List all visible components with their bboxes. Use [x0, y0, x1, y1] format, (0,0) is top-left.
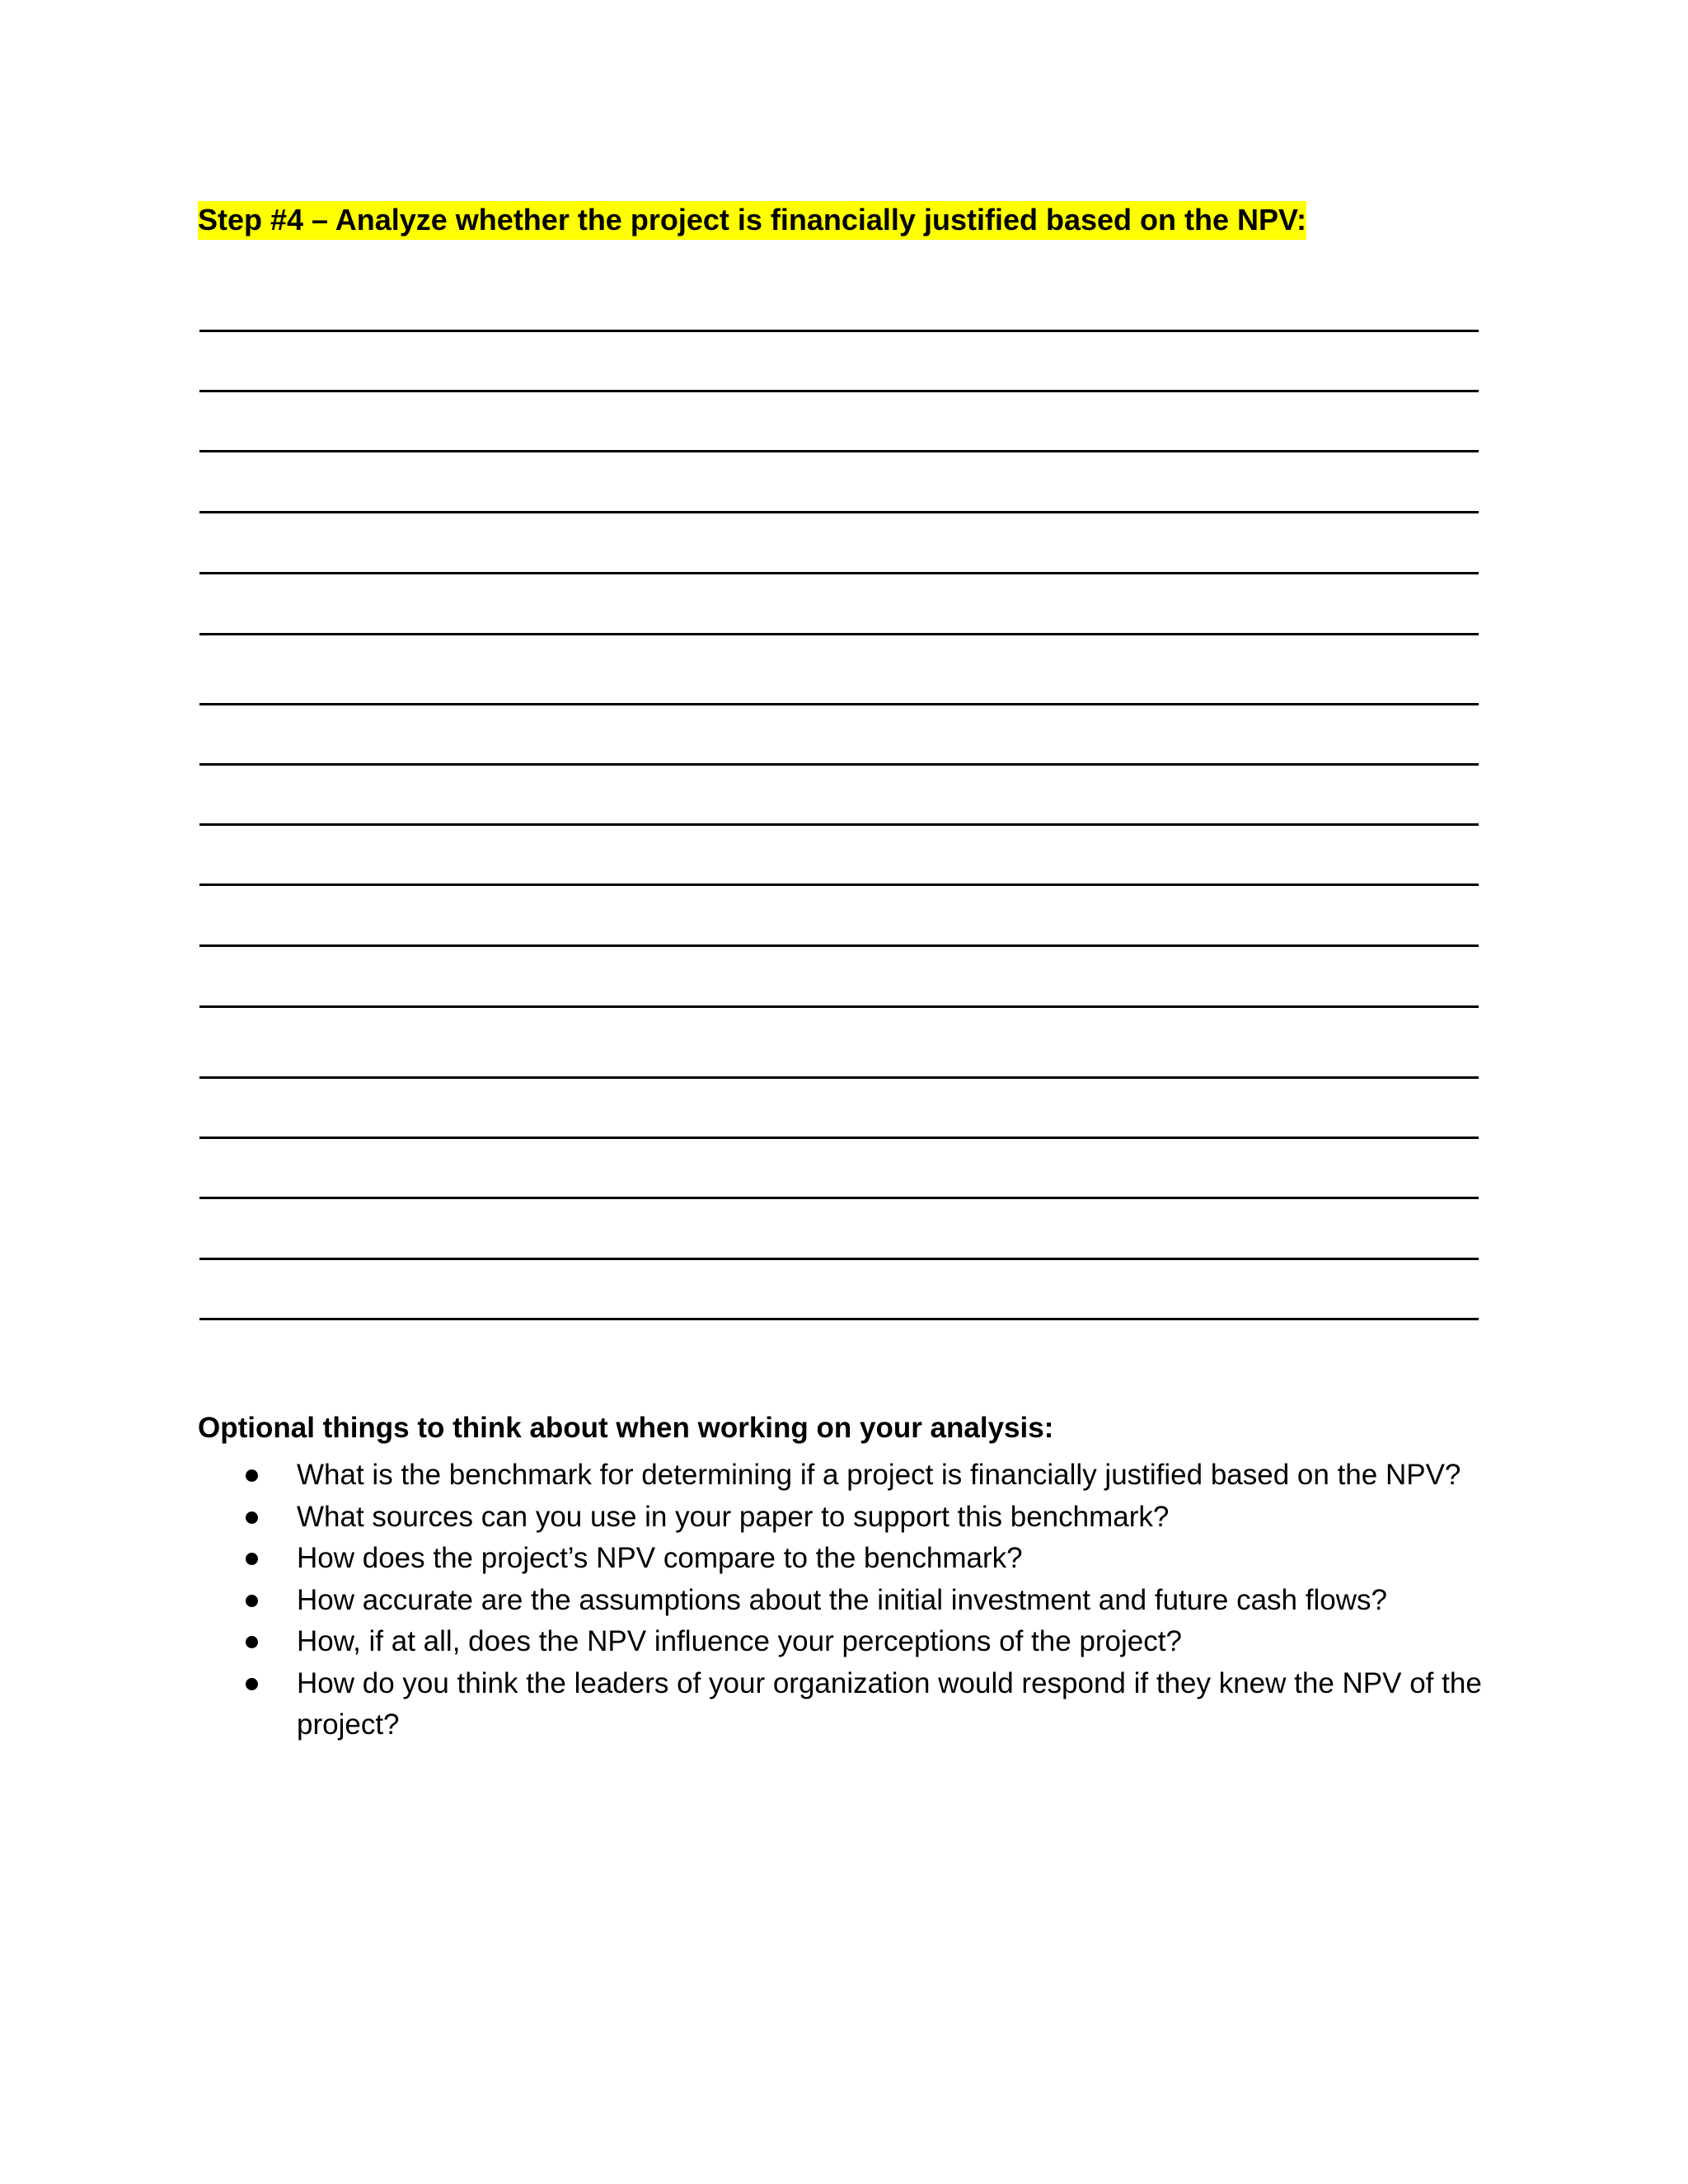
- optional-question: [198, 1538, 1500, 1580]
- bullet-icon: [246, 1511, 258, 1524]
- optional-question-text: What sources can you use in your paper to support this benchmark?: [297, 1500, 1170, 1533]
- bullet-icon: [246, 1595, 258, 1607]
- answer-line[interactable]: [199, 633, 1479, 635]
- optional-question: [198, 1580, 1500, 1622]
- answer-lines: [199, 0, 1479, 1401]
- optional-question: [198, 1663, 1500, 1746]
- answer-line[interactable]: [199, 511, 1479, 513]
- answer-line[interactable]: [199, 763, 1479, 766]
- answer-line[interactable]: [199, 1076, 1479, 1079]
- bullet-icon: [246, 1553, 258, 1565]
- answer-line[interactable]: [199, 390, 1479, 392]
- optional-question-text: How do you think the leaders of your organization would respond if they knew the NPV of the project?: [297, 1666, 1482, 1741]
- answer-line[interactable]: [199, 1197, 1479, 1199]
- bullet-icon: [246, 1469, 258, 1482]
- answer-line[interactable]: [199, 883, 1479, 886]
- optional-question: [198, 1621, 1500, 1663]
- answer-line[interactable]: [199, 1318, 1479, 1320]
- answer-line[interactable]: [199, 330, 1479, 332]
- bullet-icon: [246, 1678, 258, 1690]
- optional-question-text: How accurate are the assumptions about the initial investment and future cash flows?: [297, 1583, 1387, 1616]
- optional-question-list: [198, 1455, 1500, 1746]
- optional-question-text: What is the benchmark for determining if a project is financially justified based on the NPV?: [297, 1459, 1461, 1491]
- optional-heading: Optional things to think about when working on your analysis:: [198, 1412, 1054, 1444]
- optional-question: [198, 1455, 1500, 1497]
- step-heading-text: Step #4 – Analyze whether the project is financially justified based on the NPV:: [198, 201, 1306, 240]
- answer-line[interactable]: [199, 450, 1479, 452]
- answer-line[interactable]: [199, 572, 1479, 574]
- answer-line[interactable]: [199, 944, 1479, 947]
- optional-question: [198, 1497, 1500, 1539]
- optional-question-text: How does the project’s NPV compare to the benchmark?: [297, 1542, 1023, 1574]
- optional-question-text: How, if at all, does the NPV influence your perceptions of the project?: [297, 1625, 1182, 1657]
- answer-line[interactable]: [199, 1258, 1479, 1260]
- answer-line[interactable]: [199, 823, 1479, 826]
- answer-line[interactable]: [199, 1005, 1479, 1008]
- answer-line[interactable]: [199, 703, 1479, 705]
- answer-line[interactable]: [199, 1137, 1479, 1139]
- bullet-icon: [246, 1636, 258, 1648]
